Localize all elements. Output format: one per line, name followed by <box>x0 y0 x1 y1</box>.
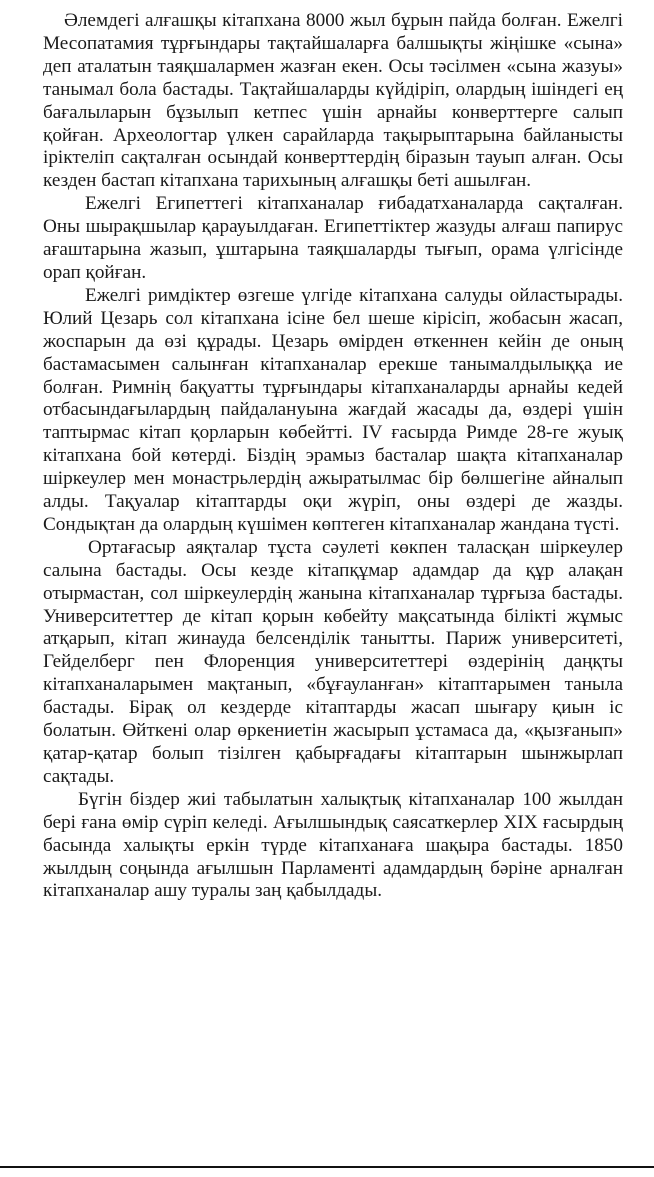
document-page <box>43 10 623 903</box>
paragraph-egypt: Ежелгі Египеттегі кітапханалар ғибадатханаларда сақталған. Оны шырақшылар қарауылдаған. Египеттіктер жазуды алғаш папирус ағаштарына жазып, ұштарына таяқшаларды тығып, орама үлгісінде орап қойған. <box>43 193 623 283</box>
page-cutoff <box>0 1168 654 1177</box>
paragraph-rome: Ежелгі римдіктер өзгеше үлгіде кітапхана салуды ойластырады. Юлий Цезарь сол кітапхана ісіне бел шеше кірісіп, жобасын жасап, жоспарын да өзі құрады. Цезарь өмірден өткеннен кейін де оның бастамасымен салынған кітапханалар ерекше танымалдылыққа ие болған. Римнің бақуатты тұрғындары кітапханаларды арнайы кедей отбасындағылардың пайдалануына жағдай жасады да, өздері үшін таптырмас кітап қорларын көбейтті. IV ғасырда Римде 28-ге жуық кітапхана бой көтерді. Біздің эрамыз басталар шақта кітапханалар шіркеулер мен монастрьлердің ажыратылмас бір бөлшегіне айналып алды. Тақуалар кітаптарды оқи жүріп, оны өздері де жазды. Сондықтан да олардың күшімен көптеген кітапханалар жандана түсті. <box>43 284 623 535</box>
paragraph-first-library: Әлемдегі алғашқы кітапхана 8000 жыл бұрын пайда болған. Ежелгі Месопатамия тұрғындары тақтайшаларға балшықты жіңішке «сына» деп аталатын таяқшалармен жазған екен. Осы тәсілмен «сына жазуы» танымал бола бастады. Тақтайшаларды күйдіріп, олардың ішіндегі ең бағалыларын бұзылып кетпес үшін арнайы конверттерге салып қойған. Археологтар үлкен сарайларда тақырыптарына байланысты іріктеліп сақталған осындай конверттердің біразын тауып алған. Осы кезден бастап кітапхана тарихының алғашқы беті ашылған. <box>43 10 623 192</box>
paragraph-public-libraries: Бүгін біздер жиі табылатын халықтық кітапханалар 100 жылдан бері ғана өмір сүріп келеді. Ағылшындық саясаткерлер XIX ғасырдың басында халықты еркін түрде кітапханаға шақыра бастады. 1850 жылдың соңында ағылшын Парламенті адамдардың бәріне арналған кітапханалар ашу туралы заң қабылдады. <box>43 788 623 902</box>
paragraph-middle-ages: Ортағасыр аяқталар тұста сәулеті көкпен таласқан шіркеулер салына бастады. Осы кезде кітапқұмар адамдар да құр алақан отырмастан, сол шіркеулердің жанына кітапханалар тұрғыза бастады. Университеттер де кітап қорын көбейту мақсатында білікті жұмыс атқарып, кітап жинауда белсенділік танытты. Париж университеті, Гейделберг пен Флоренция университеттері өздерінің даңқты кітапханаларымен мақтанып, «бұғауланған» кітаптарымен таныла бастады. Бірақ ол кездерде кітаптарды жасап шығару қиын іс болатын. Өйткені олар өркениетін жасырып ұстамаса да, «қызғанып» қатар-қатар болып тізілген қабырғадағы кітаптарын шынжырлап сақтады. <box>43 536 623 787</box>
